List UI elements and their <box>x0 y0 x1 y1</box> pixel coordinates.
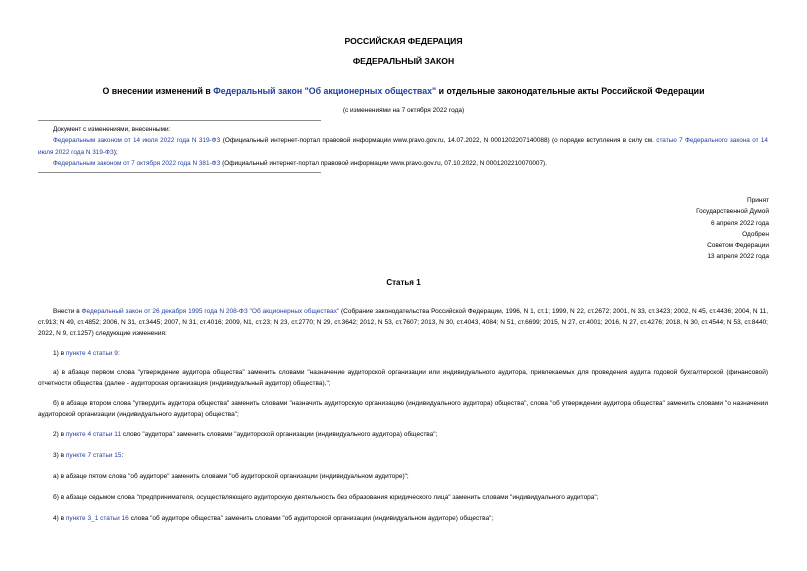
paragraph-text: слово "аудитора" заменить словами "аудиторской организации (индивидуального аудитора) общества"; <box>121 431 438 438</box>
article-body <box>38 306 768 340</box>
title-law-link[interactable]: Федеральный закон "Об акционерных обществах" <box>213 86 437 96</box>
article-16-link[interactable]: пункте 3_1 статьи 16 <box>65 515 129 522</box>
divider-top <box>38 120 321 121</box>
change-item-2-text: (Официальный интернет-портал правовой информации www.pravo.gov.ru, 07.10.2022, N 0001202210070007). <box>220 159 547 167</box>
article-11-link[interactable]: пункте 4 статьи 11 <box>65 431 122 438</box>
article-15-link[interactable]: пункте 7 статьи 15 <box>65 452 122 459</box>
adoption-line: Государственной Думой <box>696 208 769 216</box>
paragraph-text: 2) в <box>53 431 66 438</box>
paragraph-3 <box>38 398 768 420</box>
adoption-line: Одобрен <box>742 230 769 238</box>
adoption-line: Принят <box>746 197 769 204</box>
divider-bottom <box>38 172 321 173</box>
adoption-line: 13 апреля 2022 года <box>707 253 769 261</box>
paragraph-intro <box>38 306 768 340</box>
paragraph-2 <box>38 367 768 389</box>
paragraph-text: (Собрание законодательства Российской Федерации, 1996, N 1, ст.1; 1999, N 22, ст.2672; 2001, N 33, ст.3423; 2002, N 45, ст.4436; 2004, N 11, ст.913; N 49, ст.4852; 2006, N 31, ст.3445; 2007, N 31, ст.4016; 2009, N1, ст.23; N 23, ст.2770; N 29, ст.3642; 2012, N 53, ст.7607; 2013, N 30, ст.4043, 4084; N 51, ст.6699; 2015, N 27, ст.4001; 2016, N 27, ст.4276; 2018, N 30, ст.4544; N 53, ст.8440; 2022, N 9, ст.1257) следующие изменения: <box>38 308 768 338</box>
change-item-1-end: ); <box>113 148 118 156</box>
country-heading: РОССИЙСКАЯ ФЕДЕРАЦИЯ <box>344 36 463 46</box>
paragraph-text: : <box>117 350 120 357</box>
paragraph-text: Внести в <box>53 308 82 315</box>
changes-item-1 <box>38 135 768 158</box>
change-law-381-link[interactable]: Федеральным законом от 7 октября 2022 года N 381-ФЗ <box>53 159 221 167</box>
paragraph-text: б) в абзаце втором слова "утвердить аудитора общества" заменить словами "назначить аудиторскую организацию (индивидуального аудитора) общества", слова "об утверждении аудитора общества" заменить словами "о назначении аудиторской организации (индивидуального аудитора) общества"; <box>38 400 768 419</box>
title-suffix: и отдельные законодательные акты Российской Федерации <box>436 86 705 96</box>
paragraph-text: слова "об аудиторе общества" заменить словами "об аудиторской организации (индивидуальном аудиторе) общества"; <box>128 515 494 522</box>
article-9-link[interactable]: пункте 4 статьи 9 <box>65 350 118 357</box>
adoption-info <box>696 195 769 263</box>
adoption-line: Советом Федерации <box>707 242 769 250</box>
title-prefix: О внесении изменений в <box>102 86 214 96</box>
change-article-7-link[interactable]: статью 7 Федерального закона от 14 июля 2022 года N 319-ФЗ <box>38 137 768 156</box>
paragraph-text: 3) в <box>53 452 66 459</box>
article-heading: Статья 1 <box>386 278 421 287</box>
changes-item-2 <box>38 158 768 169</box>
edition-note: (с изменениями на 7 октября 2022 года) <box>342 107 465 114</box>
paragraph-6 <box>38 471 768 482</box>
changes-intro: Документ с изменениями, внесенными: <box>53 126 171 133</box>
paragraph-8 <box>38 513 768 524</box>
changes-block <box>38 124 768 169</box>
paragraph-1 <box>38 348 768 359</box>
paragraph-7 <box>38 492 768 503</box>
paragraph-4 <box>38 429 768 440</box>
change-item-1-text: (Официальный интернет-портал правовой информации www.pravo.gov.ru, 14.07.2022, N 0001202207140088) (о порядке вступления в силу см. <box>220 137 657 145</box>
paragraph-text: 4) в <box>53 515 66 522</box>
paragraph-text: 1) в <box>53 350 66 357</box>
paragraph-text: б) в абзаце седьмом слова "предпринимателя, осуществляющего аудиторскую деятельность без образования юридического лица" заменить словами "индивидуального аудитора"; <box>53 494 599 501</box>
change-law-319-link[interactable]: Федеральным законом от 14 июля 2022 года N 319-ФЗ <box>53 137 221 145</box>
law-208-link[interactable]: Федеральный закон от 26 декабря 1995 года N 208-ФЗ "Об акционерных обществах" <box>81 308 340 315</box>
paragraph-text: : <box>121 452 124 459</box>
adoption-line: 6 апреля 2022 года <box>710 219 769 227</box>
document-title <box>0 86 807 96</box>
paragraph-5 <box>38 450 768 461</box>
paragraph-text: а) в абзаце пятом слова "об аудиторе" заменить словами "об аудиторской организации (индивидуальном аудиторе)"; <box>53 473 409 480</box>
paragraph-text: а) в абзаце первом слова "утверждение аудитора общества" заменить словами "назначение аудиторской организации или индивидуального аудитора, привлекаемых для проведения аудита годовой бухгалтерской (финансовой) отчетности общества (далее - аудиторская организация (индивидуальный аудитор) общества),"; <box>38 369 768 388</box>
law-type-heading: ФЕДЕРАЛЬНЫЙ ЗАКОН <box>352 56 455 66</box>
